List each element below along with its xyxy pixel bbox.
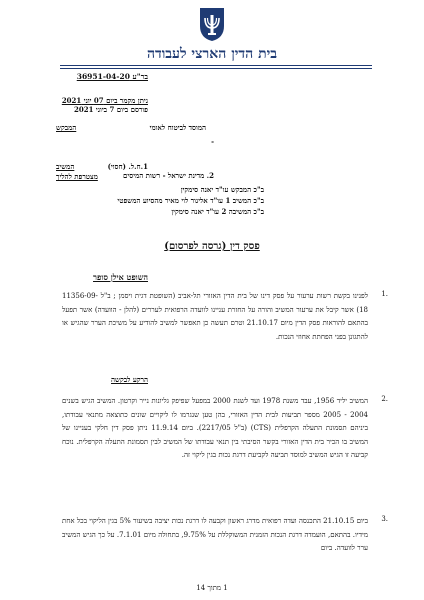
paragraph-number: 1. bbox=[381, 290, 388, 298]
judge-name: השופט אילן סופר bbox=[93, 272, 148, 282]
appellant-label: המבקש bbox=[56, 123, 77, 132]
paragraph-number: 2. bbox=[381, 395, 388, 403]
ruling-title: פסק דין (גרסה לפרסום) bbox=[164, 241, 260, 252]
header-rule bbox=[60, 65, 372, 66]
paragraph-number: 3. bbox=[381, 515, 388, 523]
case-number: בר"ע 36951-04-20 bbox=[76, 72, 148, 81]
paragraph-text: המשיב יליד 1956, עבד משנת 1978 ועד לשנת 2000 במפעל שפיפק גליונות נייר וקרטון. המשיב הגיש בשנים 2004 - 2005 מספר תביעות לבית הדין האזורי, בהן טען שנגרמו לו ליקויים שונים כתוצאה מתנאי עבודתו, ביניהם תסמונת התעלה הקרפלית (CTS) (ב"ל 2217/05). ביום 11.9.14 ניתן פסק דין חלקי בעניינו של המשיב בו הכיר בית הדין האזורי בקשר הסיבתי בין תנאי עבודתו של המשיב לבין תסמונת התעלה הקרפלית. נוכח קביעה זו הגיש המשיב למוסד תביעה לקביעת דרגת נכות בגין ליקוי זה. bbox=[62, 397, 369, 459]
state-emblem-icon bbox=[194, 6, 230, 42]
given-date: ניתן מקמר ביום 07 יוני 2021 bbox=[61, 96, 148, 105]
counsel-line: ב"כ המבקש עו"ד יאנה סימקין bbox=[180, 185, 264, 194]
page-footer: 1 מתוך 14 bbox=[196, 584, 228, 592]
respondent-1: 1.ח.ל. (חסוי) bbox=[107, 162, 148, 171]
appellant-name: המוסד לביטוח לאומי bbox=[149, 123, 206, 132]
paragraph-text: ביום 21.10.15 התכנסה ועדה רפואית מדרג ראשון וקבעה לו דרגת נכות יציבה בשיעור 5% בגין הליקוי בכל אחת מידיו. בהתאם, הועמדה דרגת הנכות הזמנית המשוקללת על 9.75%, בתחולה מיום 7.1.01. על כך הגיש המשיב ערר לוועדה. ביום bbox=[62, 517, 368, 552]
parties-separator: - bbox=[211, 137, 214, 146]
counsel-line: ב"כ המשיבה 2 עו"ד יאנה סימקין bbox=[171, 207, 264, 216]
court-name: בית הדין הארצי לעבודה bbox=[146, 46, 278, 62]
respondent-label: המשיב bbox=[56, 162, 75, 171]
joined-label: מצטרפת להליך bbox=[56, 172, 98, 181]
header-rule-thin bbox=[60, 68, 372, 69]
published-date: פורסם ביום 7 ביוני 2021 bbox=[74, 105, 148, 114]
paragraph-text: לפנינו בקשת רשות ערעור על פסק דינו של בית הדין האזורי תל-אביב (השופטת דגית ויסמן ; ב"ל 11356-09-18) אשר קיבל את ערעור המשיב והורה על החזרת עניינו לוועדה הרפואית לעררים (להלן - הוועדה) אשר תפעל בהתאם להוראות פסק הדין מיום 21.10.17 וטרם תעשה כן תאפשר למשיב להודיע על משיכת הערר שהגיש או להתגונן בפני הפחתת אחוזי הנכות. bbox=[62, 292, 368, 341]
respondent-2: 2. מדינת ישראל - רשות המיסים bbox=[123, 171, 214, 180]
counsel-line: ב"כ המשיב 1 עו"ד אלינור לוי מאיר מהסיוע המשפטי bbox=[117, 196, 264, 205]
section-heading: הרקע לבקשה bbox=[111, 375, 148, 384]
